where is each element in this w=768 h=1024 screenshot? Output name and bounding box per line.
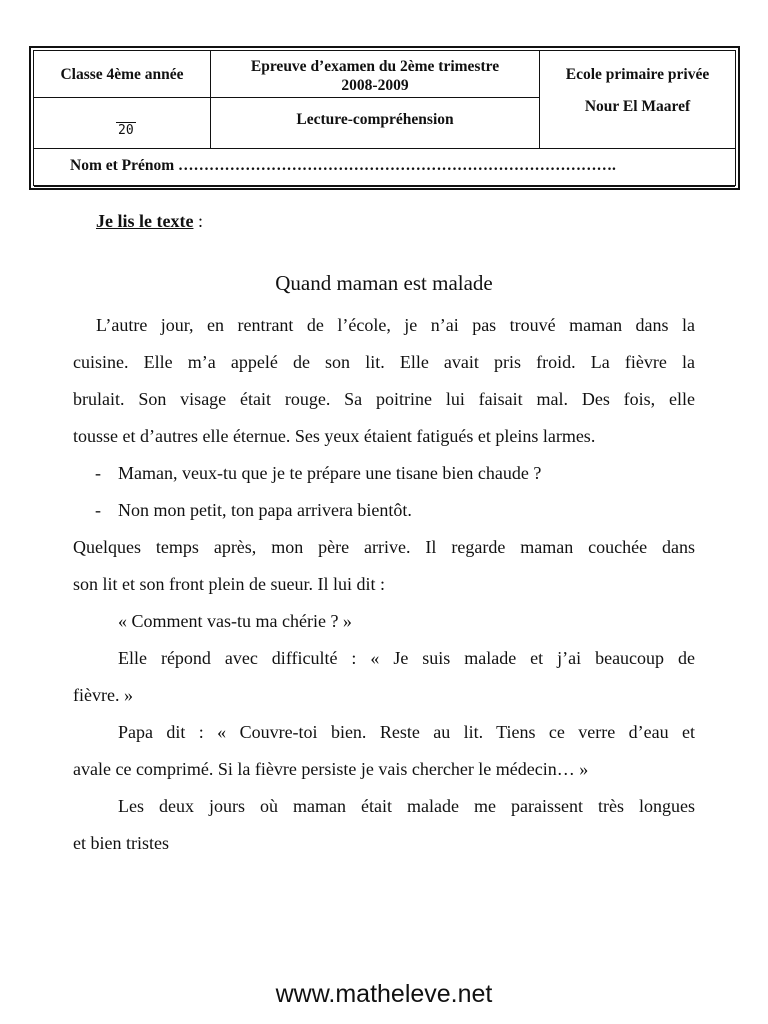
reading-text	[73, 307, 695, 862]
dialogue-text: Maman, veux-tu que je te prépare une tisane bien chaude ?	[118, 463, 542, 483]
score-max: 20	[118, 123, 134, 138]
subject-cell	[211, 98, 540, 149]
dialogue-dash: -	[95, 500, 101, 520]
name-field-cell	[34, 149, 735, 187]
dialogue-line	[73, 492, 695, 529]
class-cell	[34, 51, 211, 98]
school-cell	[540, 51, 735, 149]
text-line: Elle répond avec difficulté : « Je suis malade et j’ai beaucoup de	[118, 648, 695, 668]
text-line: tousse et d’autres elle éternue. Ses yeux étaient fatigués et pleins larmes.	[73, 426, 596, 446]
text-line: son lit et son front plein de sueur. Il lui dit :	[73, 574, 385, 594]
text-line: Papa dit : « Couvre-toi bien. Reste au lit. Tiens ce verre d’eau et	[118, 722, 695, 742]
section-heading	[96, 211, 203, 232]
section-heading-label: Je lis le texte	[96, 211, 194, 231]
text-line: et bien tristes	[73, 833, 169, 853]
school-name: Nour El Maaref	[584, 98, 691, 115]
exam-header-table	[29, 46, 740, 190]
dialogue-dash: -	[95, 463, 101, 483]
text-line: Les deux jours où maman était malade me paraissent très longues	[118, 796, 695, 816]
text-line: brulait. Son visage était rouge. Sa poitrine lui faisait mal. Des fois, elle	[73, 389, 695, 409]
text-line: fièvre. »	[73, 685, 133, 705]
exam-title: Epreuve d’examen du 2ème trimestre	[250, 58, 500, 75]
text-line: avale ce comprimé. Si la fièvre persiste je vais chercher le médecin… »	[73, 759, 589, 779]
exam-header-inner	[33, 50, 736, 186]
school-type: Ecole primaire privée	[565, 66, 710, 83]
quote-line: « Comment vas-tu ma chérie ? »	[118, 611, 352, 631]
text-line: L’autre jour, en rentrant de l’école, je n’ai pas trouvé maman dans la	[96, 315, 695, 335]
exam-cell	[211, 51, 540, 98]
text-line: cuisine. Elle m’a appelé de son lit. Elle avait pris froid. La fièvre la	[73, 352, 695, 372]
name-field-label: Nom et Prénom ………………………………………………………………………….	[70, 157, 616, 174]
exam-year: 2008-2009	[341, 77, 409, 94]
text-title: Quand maman est malade	[275, 271, 493, 295]
class-label: Classe 4ème année	[60, 65, 184, 83]
dialogue-text: Non mon petit, ton papa arrivera bientôt.	[118, 500, 412, 520]
text-line: Quelques temps après, mon père arrive. Il regarde maman couchée dans	[73, 537, 695, 557]
dialogue-line	[73, 455, 695, 492]
subject-label: Lecture-compréhension	[296, 111, 454, 128]
footer-url: www.matheleve.net	[275, 980, 493, 1008]
score-cell	[34, 98, 211, 149]
section-heading-suffix: :	[193, 211, 203, 231]
